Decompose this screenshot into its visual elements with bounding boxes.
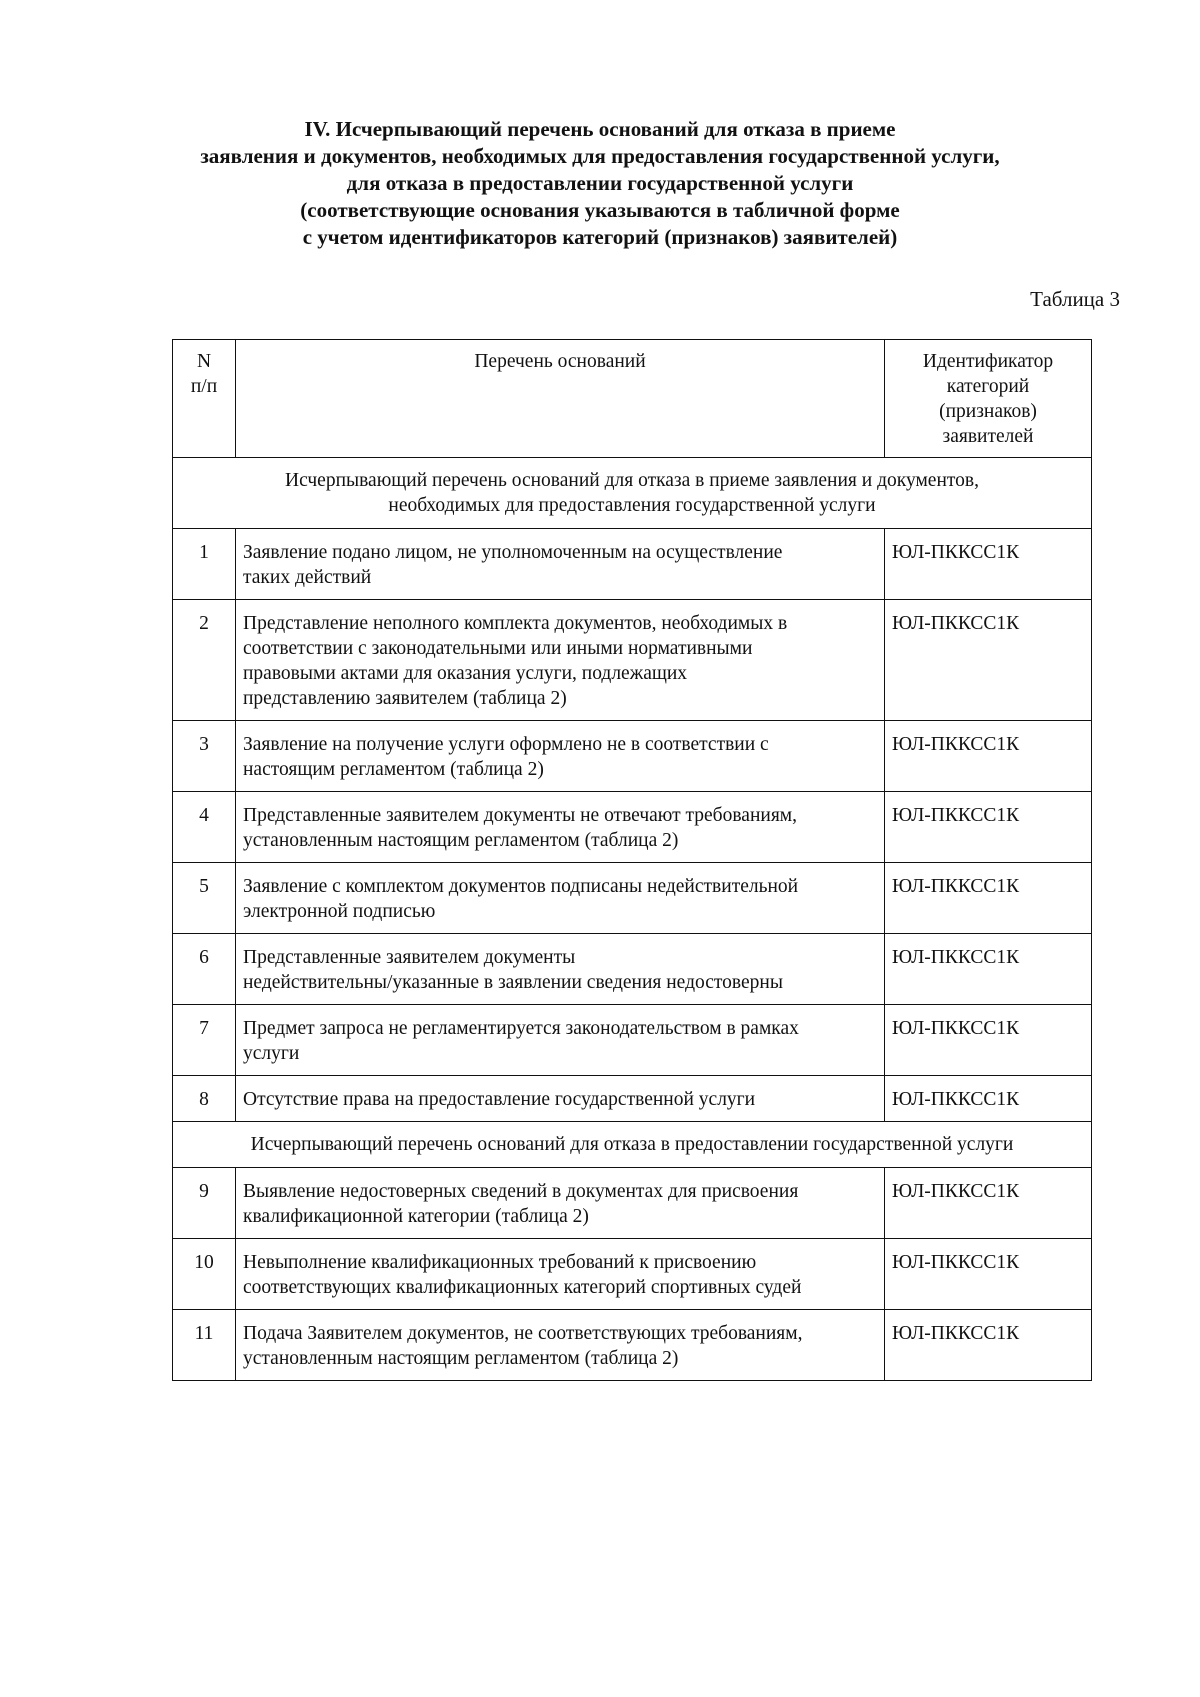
row-reason: Подача Заявителем документов, не соответствующих требованиям, установленным настоящим регламентом (таблица 2)	[236, 1310, 885, 1381]
table-row	[173, 1076, 1092, 1122]
row-number: 5	[173, 863, 236, 934]
section-title: Исчерпывающий перечень оснований для отказа в предоставлении государственной услуги	[173, 1122, 1092, 1168]
heading-line: IV. Исчерпывающий перечень оснований для отказа в приеме	[304, 117, 896, 141]
row-identifier: ЮЛ-ПККСС1К	[885, 1005, 1092, 1076]
row-reason: Отсутствие права на предоставление государственной услуги	[236, 1076, 885, 1122]
header-number: N п/п	[173, 340, 236, 458]
table-row	[173, 1239, 1092, 1310]
row-number: 10	[173, 1239, 236, 1310]
section-row	[173, 1122, 1092, 1168]
table-row	[173, 1005, 1092, 1076]
row-reason: Заявление с комплектом документов подписаны недействительной электронной подписью	[236, 863, 885, 934]
row-identifier: ЮЛ-ПККСС1К	[885, 792, 1092, 863]
row-identifier: ЮЛ-ПККСС1К	[885, 863, 1092, 934]
section-title: Исчерпывающий перечень оснований для отказа в приеме заявления и документов, необходимых для предоставления государственной услуги	[173, 458, 1092, 529]
row-number: 6	[173, 934, 236, 1005]
row-number: 2	[173, 600, 236, 721]
row-identifier: ЮЛ-ПККСС1К	[885, 1168, 1092, 1239]
heading-line: с учетом идентификаторов категорий (признаков) заявителей)	[302, 225, 898, 249]
row-identifier: ЮЛ-ПККСС1К	[885, 1239, 1092, 1310]
header-identifier: Идентификатор категорий (признаков) заявителей	[885, 340, 1092, 458]
header-reasons: Перечень оснований	[236, 340, 885, 458]
table-row	[173, 600, 1092, 721]
table-row	[173, 863, 1092, 934]
table-body	[173, 458, 1092, 1381]
heading-line: для отказа в предоставлении государственной услуги	[346, 171, 854, 195]
heading-line: заявления и документов, необходимых для предоставления государственной услуги,	[200, 144, 1000, 168]
row-identifier: ЮЛ-ПККСС1К	[885, 721, 1092, 792]
section-heading	[150, 116, 1050, 251]
table-row	[173, 1310, 1092, 1381]
table-row	[173, 792, 1092, 863]
row-number: 3	[173, 721, 236, 792]
section-row	[173, 458, 1092, 529]
row-reason: Заявление подано лицом, не уполномоченным на осуществление таких действий	[236, 529, 885, 600]
table-row	[173, 934, 1092, 1005]
row-identifier: ЮЛ-ПККСС1К	[885, 1310, 1092, 1381]
table-row	[173, 721, 1092, 792]
row-identifier: ЮЛ-ПККСС1К	[885, 529, 1092, 600]
table-row	[173, 529, 1092, 600]
row-reason: Представление неполного комплекта документов, необходимых в соответствии с законодательными или иными нормативными правовыми актами для оказания услуги, подлежащих представлению заявителем (таблица 2)	[236, 600, 885, 721]
heading-line: (соответствующие основания указываются в табличной форме	[300, 198, 900, 222]
row-number: 4	[173, 792, 236, 863]
grounds-table	[172, 339, 1092, 1381]
row-reason: Предмет запроса не регламентируется законодательством в рамках услуги	[236, 1005, 885, 1076]
row-number: 9	[173, 1168, 236, 1239]
row-reason: Представленные заявителем документы не отвечают требованиям, установленным настоящим регламентом (таблица 2)	[236, 792, 885, 863]
table-row	[173, 1168, 1092, 1239]
row-number: 1	[173, 529, 236, 600]
table-header-row	[173, 340, 1092, 458]
row-identifier: ЮЛ-ПККСС1К	[885, 600, 1092, 721]
row-number: 7	[173, 1005, 236, 1076]
row-identifier: ЮЛ-ПККСС1К	[885, 934, 1092, 1005]
row-reason: Представленные заявителем документы недействительны/указанные в заявлении сведения недостоверны	[236, 934, 885, 1005]
row-reason: Невыполнение квалификационных требований к присвоению соответствующих квалификационных категорий спортивных судей	[236, 1239, 885, 1310]
row-number: 8	[173, 1076, 236, 1122]
row-identifier: ЮЛ-ПККСС1К	[885, 1076, 1092, 1122]
table-caption: Таблица 3	[1030, 287, 1120, 311]
row-number: 11	[173, 1310, 236, 1381]
row-reason: Заявление на получение услуги оформлено не в соответствии с настоящим регламентом (таблица 2)	[236, 721, 885, 792]
row-reason: Выявление недостоверных сведений в документах для присвоения квалификационной категории (таблица 2)	[236, 1168, 885, 1239]
